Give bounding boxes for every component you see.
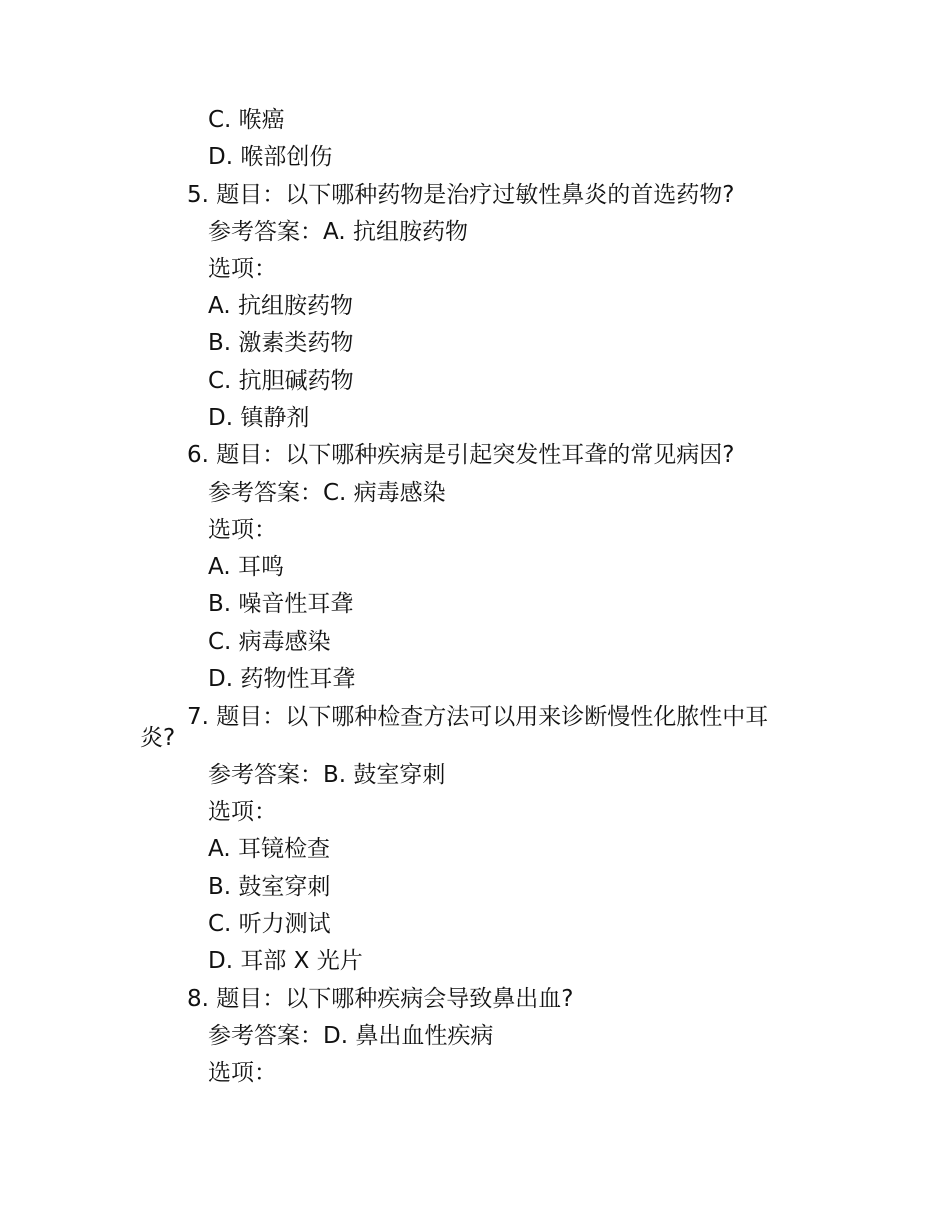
- option-d-q5: D. 镇静剂: [208, 405, 310, 431]
- option-c-q7: C. 听力测试: [208, 911, 331, 937]
- options-label-q7: 选项：: [208, 799, 277, 825]
- option-b-q6: B. 噪音性耳聋: [208, 591, 354, 617]
- answer-q8: 参考答案：D. 鼻出血性疾病: [208, 1023, 494, 1049]
- option-a-q6: A. 耳鸣: [208, 554, 284, 580]
- question-8: 8. 题目：以下哪种疾病会导致鼻出血?: [187, 986, 574, 1012]
- question-7: 7. 题目：以下哪种检查方法可以用来诊断慢性化脓性中耳: [187, 704, 769, 730]
- option-a-q5: A. 抗组胺药物: [208, 293, 353, 319]
- option-c-q5: C. 抗胆碱药物: [208, 368, 354, 394]
- option-d-q6: D. 药物性耳聋: [208, 666, 356, 692]
- question-7-continuation: 炎?: [140, 725, 176, 751]
- option-c-q6: C. 病毒感染: [208, 629, 331, 655]
- answer-q7: 参考答案：B. 鼓室穿刺: [208, 762, 446, 788]
- option-c-q4: C. 喉癌: [208, 107, 285, 133]
- answer-q6: 参考答案：C. 病毒感染: [208, 480, 446, 506]
- option-b-q7: B. 鼓室穿刺: [208, 874, 331, 900]
- options-label-q8: 选项：: [208, 1060, 277, 1086]
- options-label-q6: 选项：: [208, 517, 277, 543]
- options-label-q5: 选项：: [208, 256, 277, 282]
- option-b-q5: B. 激素类药物: [208, 330, 354, 356]
- answer-q5: 参考答案：A. 抗组胺药物: [208, 219, 468, 245]
- question-5: 5. 题目：以下哪种药物是治疗过敏性鼻炎的首选药物?: [187, 182, 735, 208]
- option-a-q7: A. 耳镜检查: [208, 836, 330, 862]
- question-6: 6. 题目：以下哪种疾病是引起突发性耳聋的常见病因?: [187, 442, 735, 468]
- option-d-q4: D. 喉部创伤: [208, 144, 333, 170]
- option-d-q7: D. 耳部 X 光片: [208, 948, 363, 974]
